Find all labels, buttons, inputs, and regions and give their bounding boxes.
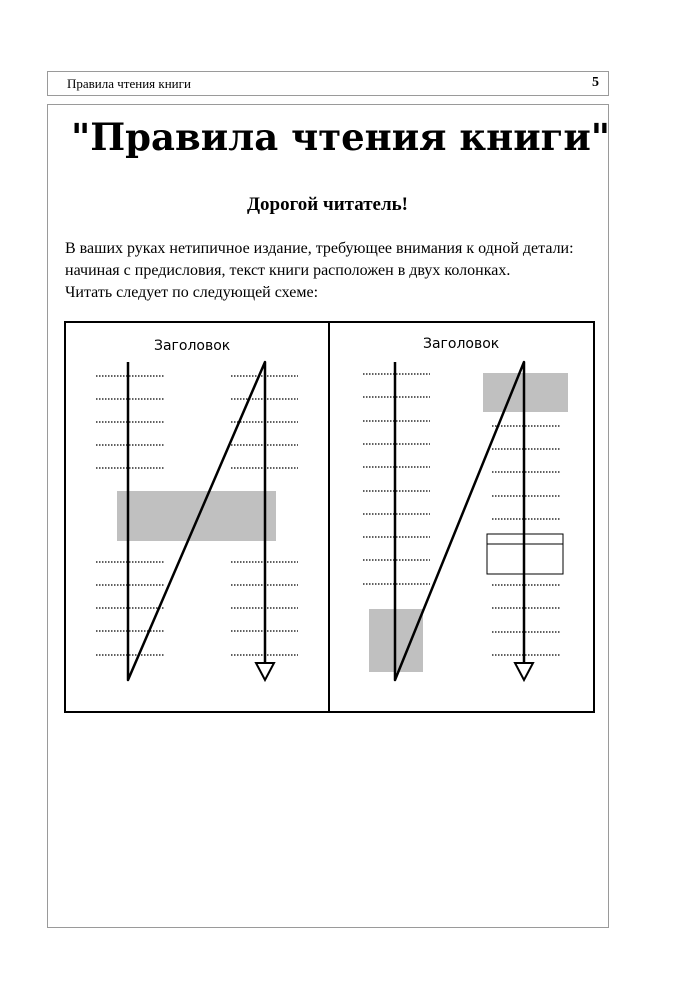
left-arrow-head xyxy=(256,663,274,680)
intro-line: начиная с предисловия, текст книги расположен в двух колонках. xyxy=(65,262,511,279)
right-arrow-head xyxy=(515,663,533,680)
left-scheme xyxy=(96,362,298,680)
page-number: 5 xyxy=(592,75,599,90)
right-scheme-heading: Заголовок xyxy=(423,336,500,352)
intro-line: В ваших руках нетипичное издание, требующее внимания к одной детали: xyxy=(65,240,574,257)
left-scheme-heading: Заголовок xyxy=(154,338,231,354)
running-title: Правила чтения книги xyxy=(67,76,191,91)
page-title: "Правила чтения книги" xyxy=(70,115,611,159)
intro-line: Читать следует по следующей схеме: xyxy=(65,284,319,301)
right-col2-top-block xyxy=(483,373,568,412)
right-col1-text-lines xyxy=(363,374,430,584)
right-scheme xyxy=(363,362,568,680)
left-wide-heading-block xyxy=(117,491,276,541)
greeting: Дорогой читатель! xyxy=(246,194,409,215)
